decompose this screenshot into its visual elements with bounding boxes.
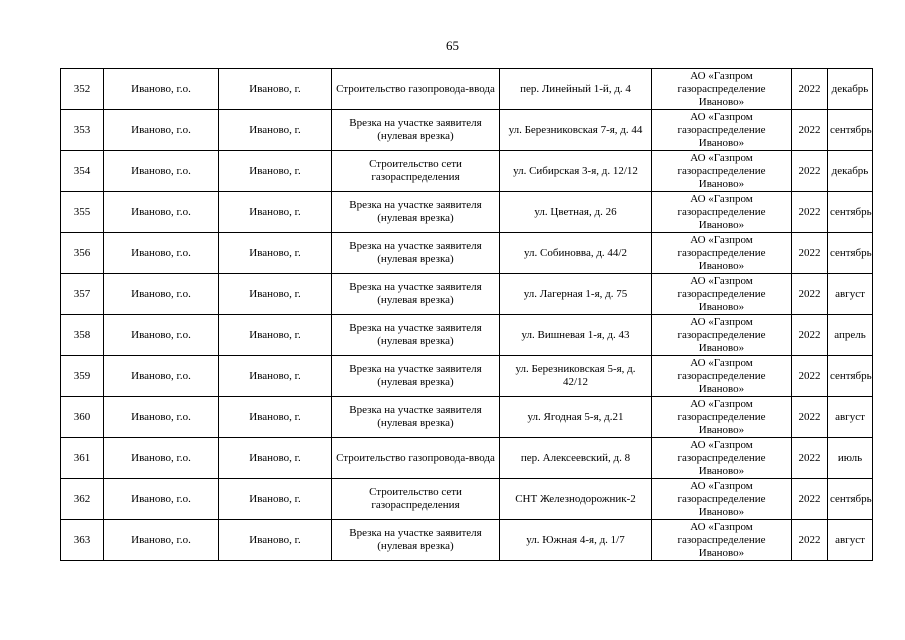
year-cell: 2022 — [792, 397, 828, 438]
organization-cell: АО «Газпром газораспределение Иваново» — [652, 520, 792, 561]
table-row — [61, 233, 873, 274]
page-number: 65 — [446, 38, 459, 53]
work-type-cell: Врезка на участке заявителя (нулевая врезка) — [332, 233, 500, 274]
row-number-cell: 358 — [61, 315, 104, 356]
work-type-cell: Строительство газопровода-ввода — [332, 438, 500, 479]
organization-cell: АО «Газпром газораспределение Иваново» — [652, 397, 792, 438]
district-cell: Иваново, г.о. — [104, 233, 219, 274]
address-cell: ул. Сибирская 3-я, д. 12/12 — [500, 151, 652, 192]
row-number-cell: 355 — [61, 192, 104, 233]
year-cell: 2022 — [792, 356, 828, 397]
district-cell: Иваново, г.о. — [104, 110, 219, 151]
locality-cell: Иваново, г. — [219, 233, 332, 274]
table-row — [61, 151, 873, 192]
district-cell: Иваново, г.о. — [104, 479, 219, 520]
work-type-cell: Врезка на участке заявителя (нулевая врезка) — [332, 520, 500, 561]
locality-cell: Иваново, г. — [219, 192, 332, 233]
month-cell: декабрь — [828, 151, 873, 192]
work-type-cell: Врезка на участке заявителя (нулевая врезка) — [332, 356, 500, 397]
locality-cell: Иваново, г. — [219, 110, 332, 151]
month-cell: апрель — [828, 315, 873, 356]
district-cell: Иваново, г.о. — [104, 397, 219, 438]
month-cell: июль — [828, 438, 873, 479]
organization-cell: АО «Газпром газораспределение Иваново» — [652, 315, 792, 356]
gasification-table — [60, 68, 873, 561]
row-number-cell: 357 — [61, 274, 104, 315]
year-cell: 2022 — [792, 110, 828, 151]
month-cell: декабрь — [828, 69, 873, 110]
district-cell: Иваново, г.о. — [104, 356, 219, 397]
month-cell: сентябрь — [828, 479, 873, 520]
work-type-cell: Строительство сети газораспределения — [332, 151, 500, 192]
row-number-cell: 362 — [61, 479, 104, 520]
address-cell: ул. Вишневая 1-я, д. 43 — [500, 315, 652, 356]
district-cell: Иваново, г.о. — [104, 520, 219, 561]
month-cell: август — [828, 274, 873, 315]
month-cell: август — [828, 397, 873, 438]
year-cell: 2022 — [792, 520, 828, 561]
address-cell: ул. Собиновва, д. 44/2 — [500, 233, 652, 274]
address-cell: ул. Березниковская 5-я, д. 42/12 — [500, 356, 652, 397]
year-cell: 2022 — [792, 69, 828, 110]
table-row — [61, 69, 873, 110]
row-number-cell: 352 — [61, 69, 104, 110]
work-type-cell: Врезка на участке заявителя (нулевая врезка) — [332, 274, 500, 315]
table-row — [61, 356, 873, 397]
year-cell: 2022 — [792, 438, 828, 479]
year-cell: 2022 — [792, 151, 828, 192]
address-cell: ул. Ягодная 5-я, д.21 — [500, 397, 652, 438]
work-type-cell: Врезка на участке заявителя (нулевая врезка) — [332, 397, 500, 438]
locality-cell: Иваново, г. — [219, 520, 332, 561]
month-cell: август — [828, 520, 873, 561]
table-row — [61, 192, 873, 233]
district-cell: Иваново, г.о. — [104, 151, 219, 192]
year-cell: 2022 — [792, 479, 828, 520]
row-number-cell: 359 — [61, 356, 104, 397]
year-cell: 2022 — [792, 315, 828, 356]
work-type-cell: Строительство сети газораспределения — [332, 479, 500, 520]
month-cell: сентябрь — [828, 192, 873, 233]
address-cell: пер. Линейный 1-й, д. 4 — [500, 69, 652, 110]
district-cell: Иваново, г.о. — [104, 192, 219, 233]
year-cell: 2022 — [792, 233, 828, 274]
organization-cell: АО «Газпром газораспределение Иваново» — [652, 69, 792, 110]
month-cell: сентябрь — [828, 233, 873, 274]
locality-cell: Иваново, г. — [219, 151, 332, 192]
table-row — [61, 520, 873, 561]
work-type-cell: Врезка на участке заявителя (нулевая врезка) — [332, 110, 500, 151]
locality-cell: Иваново, г. — [219, 274, 332, 315]
organization-cell: АО «Газпром газораспределение Иваново» — [652, 274, 792, 315]
table-body — [61, 69, 873, 561]
row-number-cell: 361 — [61, 438, 104, 479]
locality-cell: Иваново, г. — [219, 69, 332, 110]
organization-cell: АО «Газпром газораспределение Иваново» — [652, 438, 792, 479]
table-row — [61, 110, 873, 151]
address-cell: ул. Лагерная 1-я, д. 75 — [500, 274, 652, 315]
organization-cell: АО «Газпром газораспределение Иваново» — [652, 233, 792, 274]
row-number-cell: 363 — [61, 520, 104, 561]
address-cell: ул. Южная 4-я, д. 1/7 — [500, 520, 652, 561]
address-cell: ул. Березниковская 7-я, д. 44 — [500, 110, 652, 151]
district-cell: Иваново, г.о. — [104, 274, 219, 315]
work-type-cell: Врезка на участке заявителя (нулевая врезка) — [332, 315, 500, 356]
address-cell: СНТ Железнодорожник-2 — [500, 479, 652, 520]
table-row — [61, 438, 873, 479]
work-type-cell: Строительство газопровода-ввода — [332, 69, 500, 110]
organization-cell: АО «Газпром газораспределение Иваново» — [652, 151, 792, 192]
row-number-cell: 353 — [61, 110, 104, 151]
year-cell: 2022 — [792, 274, 828, 315]
organization-cell: АО «Газпром газораспределение Иваново» — [652, 110, 792, 151]
locality-cell: Иваново, г. — [219, 479, 332, 520]
locality-cell: Иваново, г. — [219, 438, 332, 479]
district-cell: Иваново, г.о. — [104, 315, 219, 356]
organization-cell: АО «Газпром газораспределение Иваново» — [652, 479, 792, 520]
district-cell: Иваново, г.о. — [104, 438, 219, 479]
year-cell: 2022 — [792, 192, 828, 233]
work-type-cell: Врезка на участке заявителя (нулевая врезка) — [332, 192, 500, 233]
row-number-cell: 356 — [61, 233, 104, 274]
table-row — [61, 397, 873, 438]
address-cell: ул. Цветная, д. 26 — [500, 192, 652, 233]
locality-cell: Иваново, г. — [219, 315, 332, 356]
month-cell: сентябрь — [828, 356, 873, 397]
locality-cell: Иваново, г. — [219, 356, 332, 397]
organization-cell: АО «Газпром газораспределение Иваново» — [652, 356, 792, 397]
table-row — [61, 315, 873, 356]
table-row — [61, 274, 873, 315]
address-cell: пер. Алексеевский, д. 8 — [500, 438, 652, 479]
row-number-cell: 354 — [61, 151, 104, 192]
month-cell: сентябрь — [828, 110, 873, 151]
table-row — [61, 479, 873, 520]
district-cell: Иваново, г.о. — [104, 69, 219, 110]
locality-cell: Иваново, г. — [219, 397, 332, 438]
row-number-cell: 360 — [61, 397, 104, 438]
organization-cell: АО «Газпром газораспределение Иваново» — [652, 192, 792, 233]
